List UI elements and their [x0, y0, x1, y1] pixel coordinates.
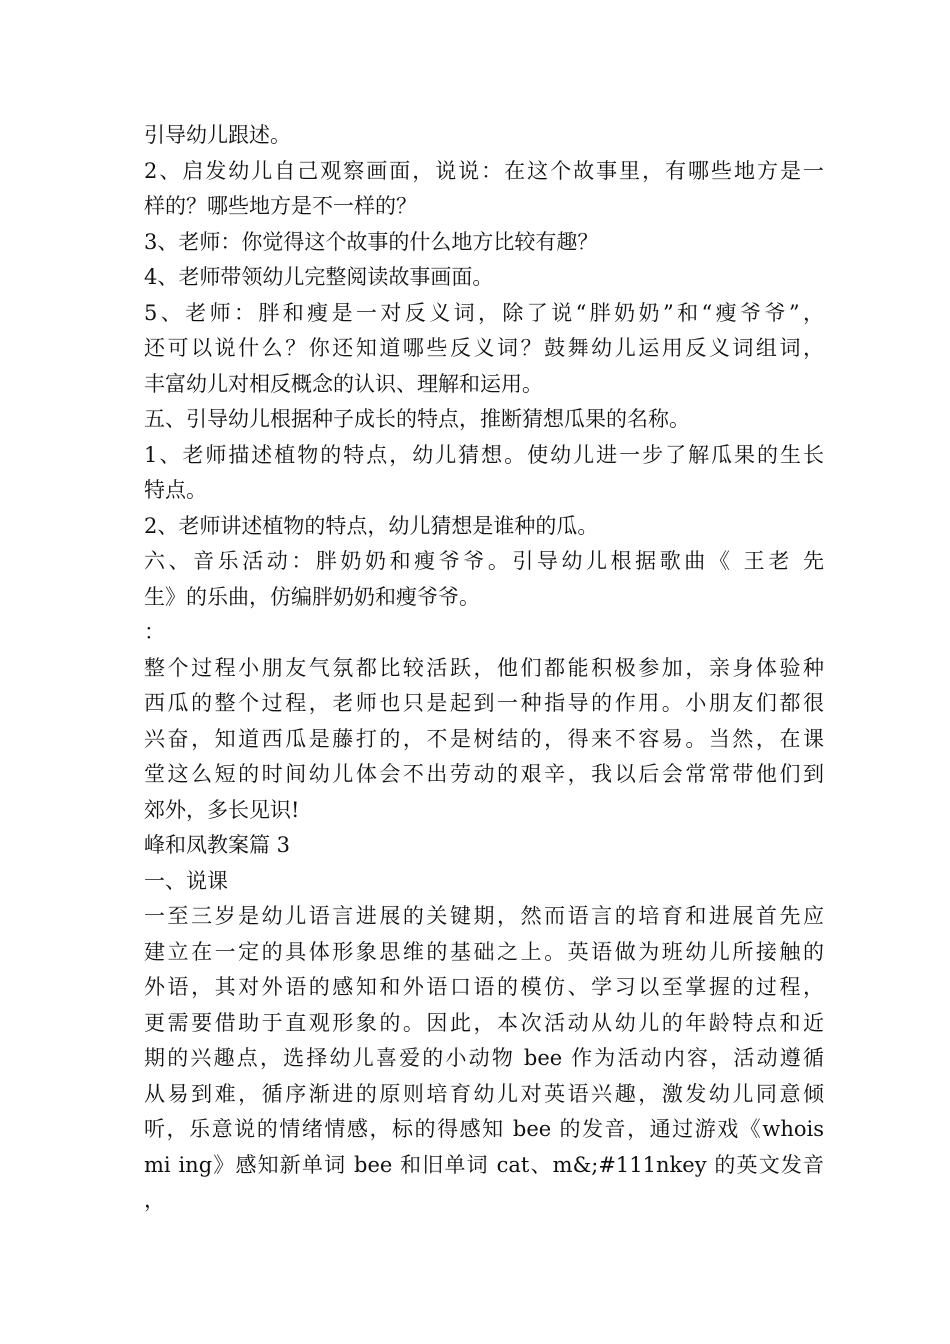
text-line: 一至三岁是幼儿语言进展的关键期，然而语言的培育和进展首先应	[144, 904, 824, 928]
text-line: 郊外，多长见识!	[144, 797, 300, 822]
text-line: 2、老师讲述植物的特点，幼儿猜想是谁种的瓜。	[144, 513, 599, 538]
text-line: mi ing》感知新单词 bee 和旧单词 cat、m&;#111nkey 的英文发音 ，	[144, 1152, 824, 1212]
text-line: 4、老师带领幼儿完整阅读故事画面。	[144, 265, 494, 289]
text-line: 峰和凤教案篇 3	[144, 833, 291, 857]
text-line: 引导幼儿跟述。	[144, 123, 291, 147]
text-line: 期的兴趣点，选择幼儿喜爱的小动物 bee 作为活动内容，活动遵循	[144, 1046, 824, 1070]
text-line: 兴奋，知道西瓜是藤打的，不是树结的，得来不容易。当然，在课	[144, 726, 824, 751]
text-line: 生》的乐曲，仿编胖奶奶和瘦爷爷。	[144, 584, 480, 609]
text-line: 从易到难，循序渐进的原则培育幼儿对英语兴趣，激发幼儿同意倾	[144, 1081, 824, 1106]
text-line: 一、说课	[144, 868, 228, 893]
text-line: 整个过程小朋友气氛都比较活跃，他们都能积极参加，亲身体验种	[144, 655, 824, 680]
text-line: 堂这么短的时间幼儿体会不出劳动的艰辛，我以后会常常带他们到	[144, 762, 824, 786]
text-line: 西瓜的整个过程，老师也只是起到一种指导的作用。小朋友们都很	[144, 691, 824, 715]
text-line: 更需要借助于直观形象的。因此，本次活动从幼儿的年龄特点和近	[144, 1010, 824, 1035]
text-line: 1、老师描述植物的特点，幼儿猜想。使幼儿进一步了解瓜果的生长	[144, 442, 824, 467]
text-line: 还可以说什么？你还知道哪些反义词？鼓舞幼儿运用反义词组词，	[144, 336, 824, 360]
text-line: 外语，其对外语的感知和外语口语的模仿、学习以至掌握的过程，	[144, 975, 824, 999]
text-line: 样的？哪些地方是不一样的？	[144, 194, 417, 218]
text-line: 特点。	[144, 478, 207, 502]
text-line: 建立在一定的具体形象思维的基础之上。英语做为班幼儿所接触的	[144, 939, 824, 964]
text-line: 五、引导幼儿根据种子成长的特点，推断猜想瓜果的名称。	[144, 407, 690, 431]
text-line: 听，乐意说的情绪情感，标的得感知 bee 的发音，通过游戏《whois	[144, 1117, 824, 1141]
text-line: 六、音乐活动：胖奶奶和瘦爷爷。引导幼儿根据歌曲《 王老 先	[144, 549, 824, 573]
text-line: ：	[144, 620, 165, 644]
text-line: 丰富幼儿对相反概念的认识、理解和运用。	[144, 371, 543, 396]
text-line: 3、老师：你觉得这个故事的什么地方比较有趣？	[144, 229, 599, 254]
document-body	[144, 118, 824, 1212]
text-line: 5、老师：胖和瘦是一对反义词，除了说“胖奶奶”和“瘦爷爷”，	[144, 300, 824, 325]
text-line: 2、启发幼儿自己观察画面，说说：在这个故事里，有哪些地方是一	[144, 158, 824, 183]
